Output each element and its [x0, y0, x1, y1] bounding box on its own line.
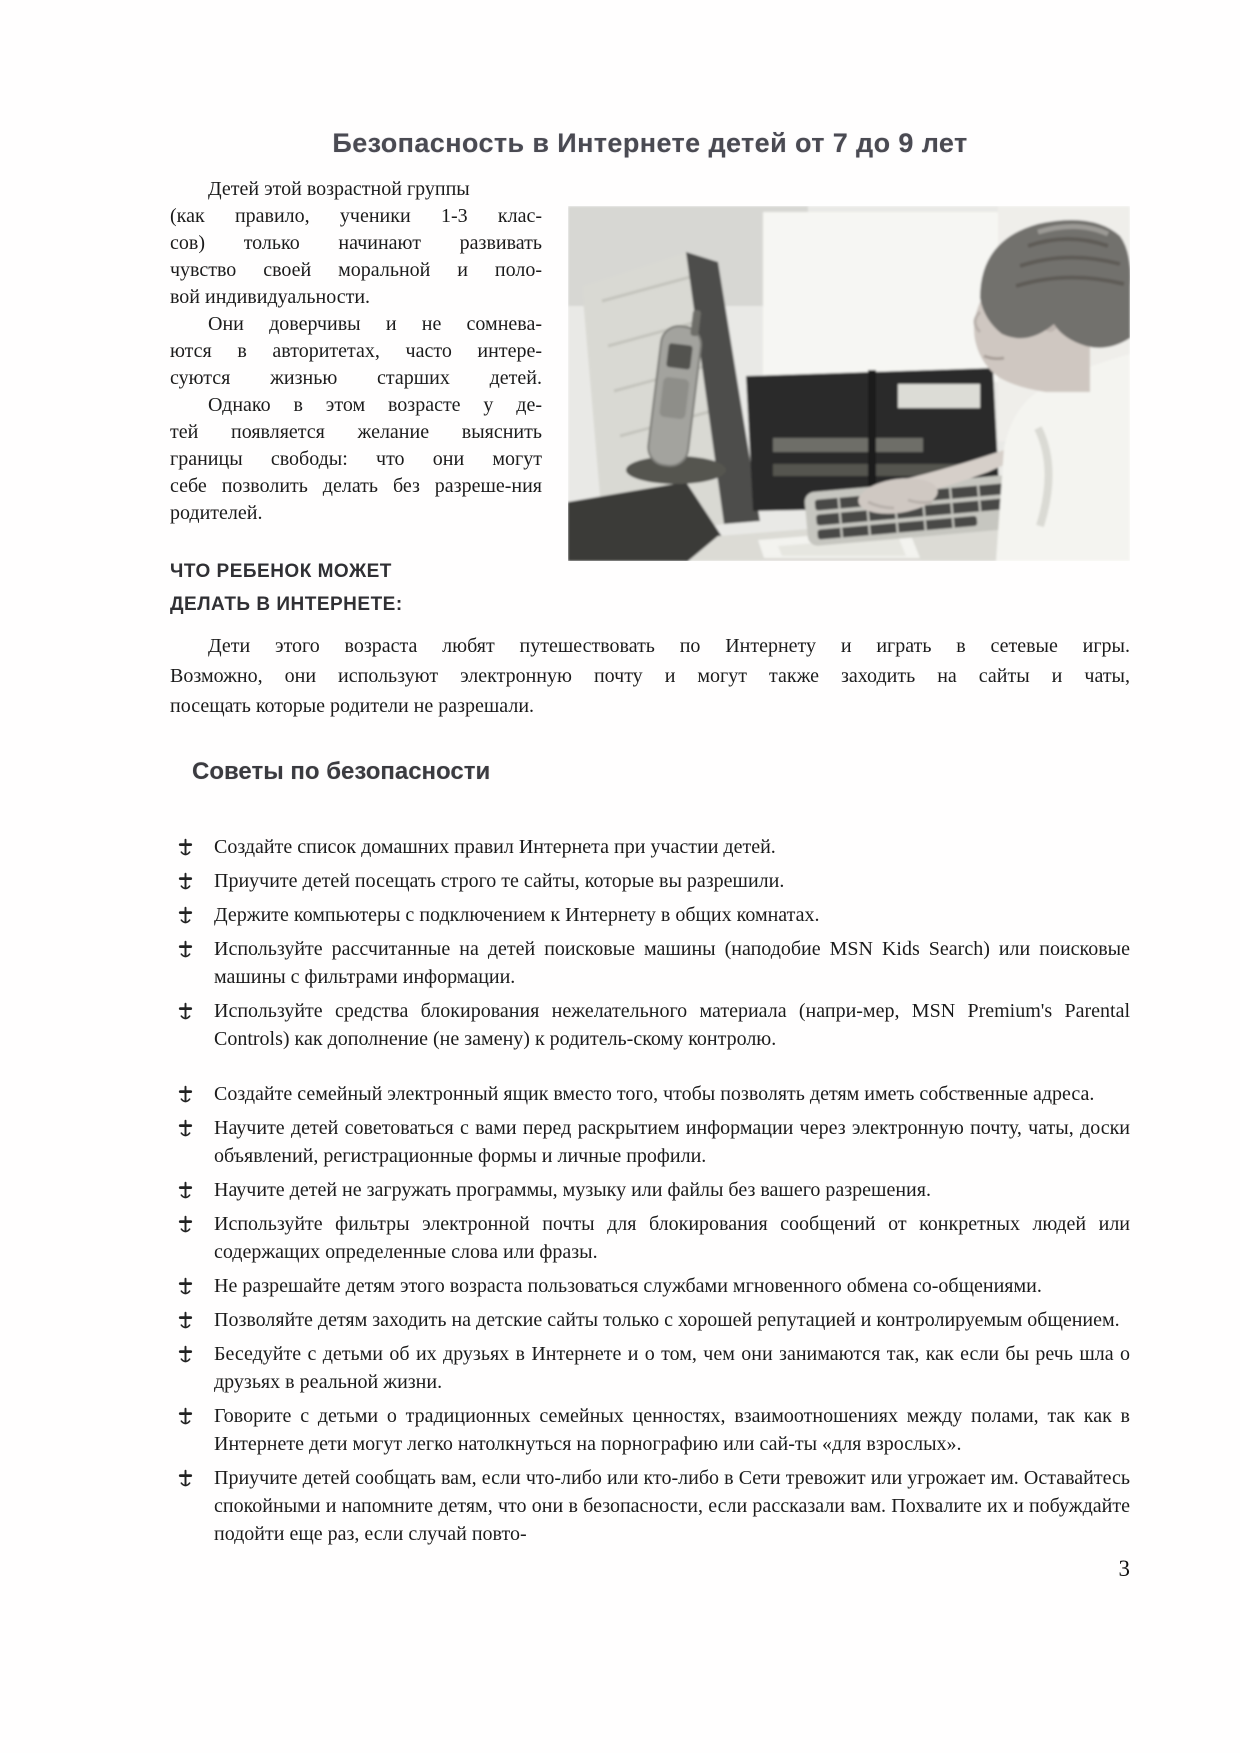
intro-line: себе позволить делать без разреше-ния [170, 475, 542, 497]
intro-line: границы свободы: что они могут [170, 448, 542, 470]
tip-item [170, 1340, 1130, 1396]
anchor-bullet-icon [178, 1214, 193, 1236]
anchor-bullet-icon [178, 1001, 193, 1023]
tip-item [170, 935, 1130, 991]
tip-text: Используйте фильтры электронной почты для блокирования сообщений от конкретных людей или содержащих определенные слова или фразы. [214, 1213, 1130, 1263]
tip-item [170, 867, 1130, 895]
tip-text: Научите детей не загружать программы, музыку или файлы без вашего разрешения. [214, 1179, 931, 1201]
anchor-bullet-icon [178, 939, 193, 961]
anchor-bullet-icon [178, 1406, 193, 1428]
anchor-bullet-icon [178, 1118, 193, 1140]
tip-text: Говорите с детьми о традиционных семейных ценностях, взаимоотношениях между полами, так как в Интернете дети могут легко натолкнуться на порнографию или сай-ты «для взрослых». [214, 1405, 1130, 1455]
anchor-bullet-icon [178, 871, 193, 893]
tip-text: Используйте средства блокирования нежелательного материала (напри-мер, MSN Premium's Parental Controls) как дополнение (не замену) к родитель-скому контролю. [214, 1000, 1130, 1050]
page-title: Безопасность в Интернете детей от 7 до 9 лет [332, 128, 968, 158]
tip-item [170, 1464, 1130, 1548]
tip-item [170, 1306, 1130, 1334]
photo-illustration [568, 206, 1130, 561]
tips-group-2 [170, 1080, 1130, 1548]
tip-item [170, 1402, 1130, 1458]
anchor-bullet-icon [178, 1180, 193, 1202]
tip-text: Беседуйте с детьми об их друзьях в Интернете и о том, чем они занимаются так, как если бы речь шла о друзьях в реальной жизни. [214, 1343, 1130, 1393]
child-at-computer-photo [568, 206, 1130, 561]
page-number: 3 [1118, 1556, 1130, 1581]
intro-line: (как правило, ученики 1-3 клас- [170, 205, 542, 227]
what-can-heading-line: ДЕЛАТЬ В ИНТЕРНЕТЕ: [170, 594, 403, 615]
intro-line: ются в авторитетах, часто интере- [170, 340, 542, 362]
tip-text: Не разрешайте детям этого возраста пользоваться службами мгновенного обмена со-общениями. [214, 1275, 1042, 1297]
what-can-body-line: Возможно, они используют электронную почту и могут также заходить на сайты и чаты, [170, 665, 1130, 687]
anchor-bullet-icon [178, 1276, 193, 1298]
anchor-bullet-icon [178, 1468, 193, 1490]
intro-line: Детей этой возрастной группы [208, 178, 470, 200]
tip-item [170, 1114, 1130, 1170]
intro-line: суются жизнью старших детей. [170, 367, 542, 389]
tip-item [170, 1210, 1130, 1266]
tip-item [170, 997, 1130, 1053]
tip-text: Позволяйте детям заходить на детские сайты только с хорошей репутацией и контролируемым общением. [214, 1309, 1120, 1331]
intro-line: Однако в этом возрасте у де- [208, 394, 542, 416]
what-can-heading-line: ЧТО РЕБЕНОК МОЖЕТ [170, 561, 392, 582]
anchor-bullet-icon [178, 837, 193, 859]
tip-text: Приучите детей посещать строго те сайты, которые вы разрешили. [214, 870, 785, 892]
tip-item [170, 1176, 1130, 1204]
anchor-bullet-icon [178, 1310, 193, 1332]
intro-line: вой индивидуальности. [170, 286, 371, 308]
tip-item [170, 1080, 1130, 1108]
tip-text: Держите компьютеры с подключением к Интернету в общих комнатах. [214, 904, 820, 926]
intro-line: Они доверчивы и не сомнева- [208, 313, 542, 335]
what-can-body-line: посещать которые родители не разрешали. [170, 695, 535, 717]
intro-section [170, 176, 1130, 721]
intro-line: чувство своей моральной и поло- [170, 259, 542, 281]
tip-text: Научите детей советоваться с вами перед раскрытием информации через электронную почту, чаты, доски объявлений, регистрационные формы и личные профили. [214, 1117, 1130, 1167]
tip-text: Создайте список домашних правил Интернета при участии детей. [214, 836, 776, 858]
intro-line: сов) только начинают развивать [170, 232, 542, 254]
tip-item [170, 1272, 1130, 1300]
tips-group-1 [170, 833, 1130, 1053]
anchor-bullet-icon [178, 905, 193, 927]
what-can-body-line: Дети этого возраста любят путешествовать по Интернету и играть в сетевые игры. [208, 635, 1130, 657]
tip-item [170, 833, 1130, 861]
intro-line: родителей. [170, 502, 263, 524]
anchor-bullet-icon [178, 1084, 193, 1106]
tip-text: Используйте рассчитанные на детей поисковые машины (наподобие MSN Kids Search) или поисковые машины с фильтрами информации. [214, 938, 1130, 988]
tip-text: Приучите детей сообщать вам, если что-либо или кто-либо в Сети тревожит или угрожает им. Оставайтесь спокойными и напомните детям, что они в безопасности, если рассказали вам. Похвалите их и побуждайте подойти еще раз, если случай повто- [214, 1467, 1130, 1545]
anchor-bullet-icon [178, 1344, 193, 1366]
tips-heading: Советы по безопасности [192, 758, 491, 785]
tip-text: Создайте семейный электронный ящик вместо того, чтобы позволять детям иметь собственные адреса. [214, 1083, 1095, 1105]
intro-line: тей появляется желание выяснить [170, 421, 542, 443]
tip-item [170, 901, 1130, 929]
